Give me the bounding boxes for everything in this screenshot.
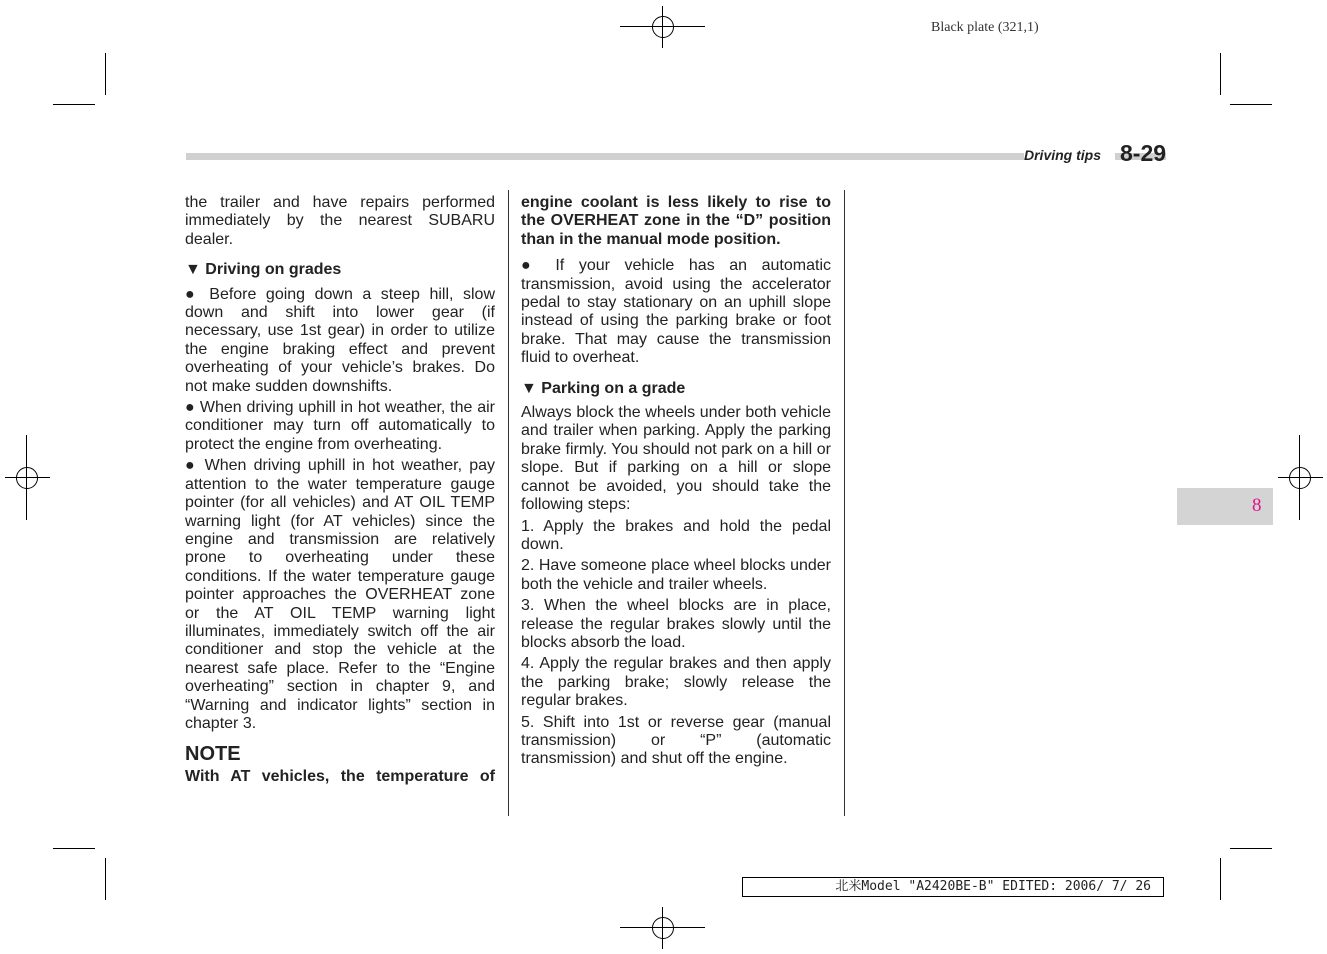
bullet-item: ● Before going down a steep hill, slow down and shift into lower gear (if necessary, use 1st gear) in order to utilize the engine braking effect and prevent overheating of your vehicle’s brakes. Do not make sudden downshifts. [185,285,495,395]
section-heading: ▼ Driving on grades [185,261,342,279]
step-item: 5. Shift into 1st or reverse gear (manual transmission) or “P” (automatic transmission) and shut off the engine. [521,713,831,768]
section-heading: ▼ Parking on a grade [521,379,686,397]
crop-mark [53,104,95,105]
page-number: 8-29 [1120,140,1167,166]
paragraph: the trailer and have repairs performed immediately by the nearest SUBARU dealer. [185,194,495,248]
plate-label: Black plate (321,1) [931,20,1039,35]
column-divider [844,190,845,816]
section-title: Driving tips [1024,147,1115,163]
chapter-tab [1177,488,1273,525]
column-divider [508,190,509,816]
note-text: engine coolant is less likely to rise to the OVERHEAT zone in the “D” position than in the manual mode position. [521,194,831,248]
step-item: 2. Have someone place wheel blocks under both the vehicle and trailer wheels. [521,557,831,593]
crop-mark [53,848,95,849]
crop-mark [1230,848,1272,849]
note-title: NOTE [185,743,241,766]
step-item: 1. Apply the brakes and hold the pedal down. [521,517,831,553]
bullet-item: ● If your vehicle has an automatic transmission, avoid using the accelerator pedal to stay stationary on an uphill slope instead of using the parking brake or foot brake. That may cause the transmission fluid to overheat. [521,257,831,367]
crop-mark [1230,104,1272,105]
registration-circle [652,16,674,38]
crop-mark [105,53,106,95]
note-text: With AT vehicles, the temperature of [185,767,495,785]
footer-edit-info: 北米Model "A2420BE-B" EDITED: 2006/ 7/ 26 [742,877,1164,897]
registration-circle [652,917,674,939]
registration-circle [1289,467,1311,489]
crop-mark [1220,53,1221,95]
step-item: 4. Apply the regular brakes and then apply the parking brake; slowly release the regular brakes. [521,655,831,710]
column-right [521,194,831,772]
crop-mark [1220,858,1221,900]
bullet-item: ● When driving uphill in hot weather, pay attention to the water temperature gauge pointer (for all vehicles) and AT OIL TEMP warning light (for AT vehicles) since the engine and transmission are relatively prone to overheating under these conditions. If the water temperature gauge pointer approaches the OVERHEAT zone or the AT OIL TEMP warning light illuminates, immediately switch off the air conditioner and stop the vehicle at the nearest safe place. Refer to the “Engine overheating” section in chapter 9, and “Warning and indicator lights” section in chapter 3. [185,457,495,732]
registration-circle [16,467,38,489]
header-rule [186,153,1166,160]
chapter-tab-number: 8 [1252,495,1262,516]
crop-mark [105,858,106,900]
bullet-item: ● When driving uphill in hot weather, the air conditioner may turn off automatically to protect the engine from overheating. [185,399,495,453]
paragraph: Always block the wheels under both vehicle and trailer when parking. Apply the parking brake firmly. You should not park on a hill or slope. But if parking on a hill or slope cannot be avoided, you should take the following steps: [521,404,831,514]
column-left [185,194,495,789]
step-item: 3. When the wheel blocks are in place, release the regular brakes slowly until the blocks absorb the load. [521,597,831,651]
